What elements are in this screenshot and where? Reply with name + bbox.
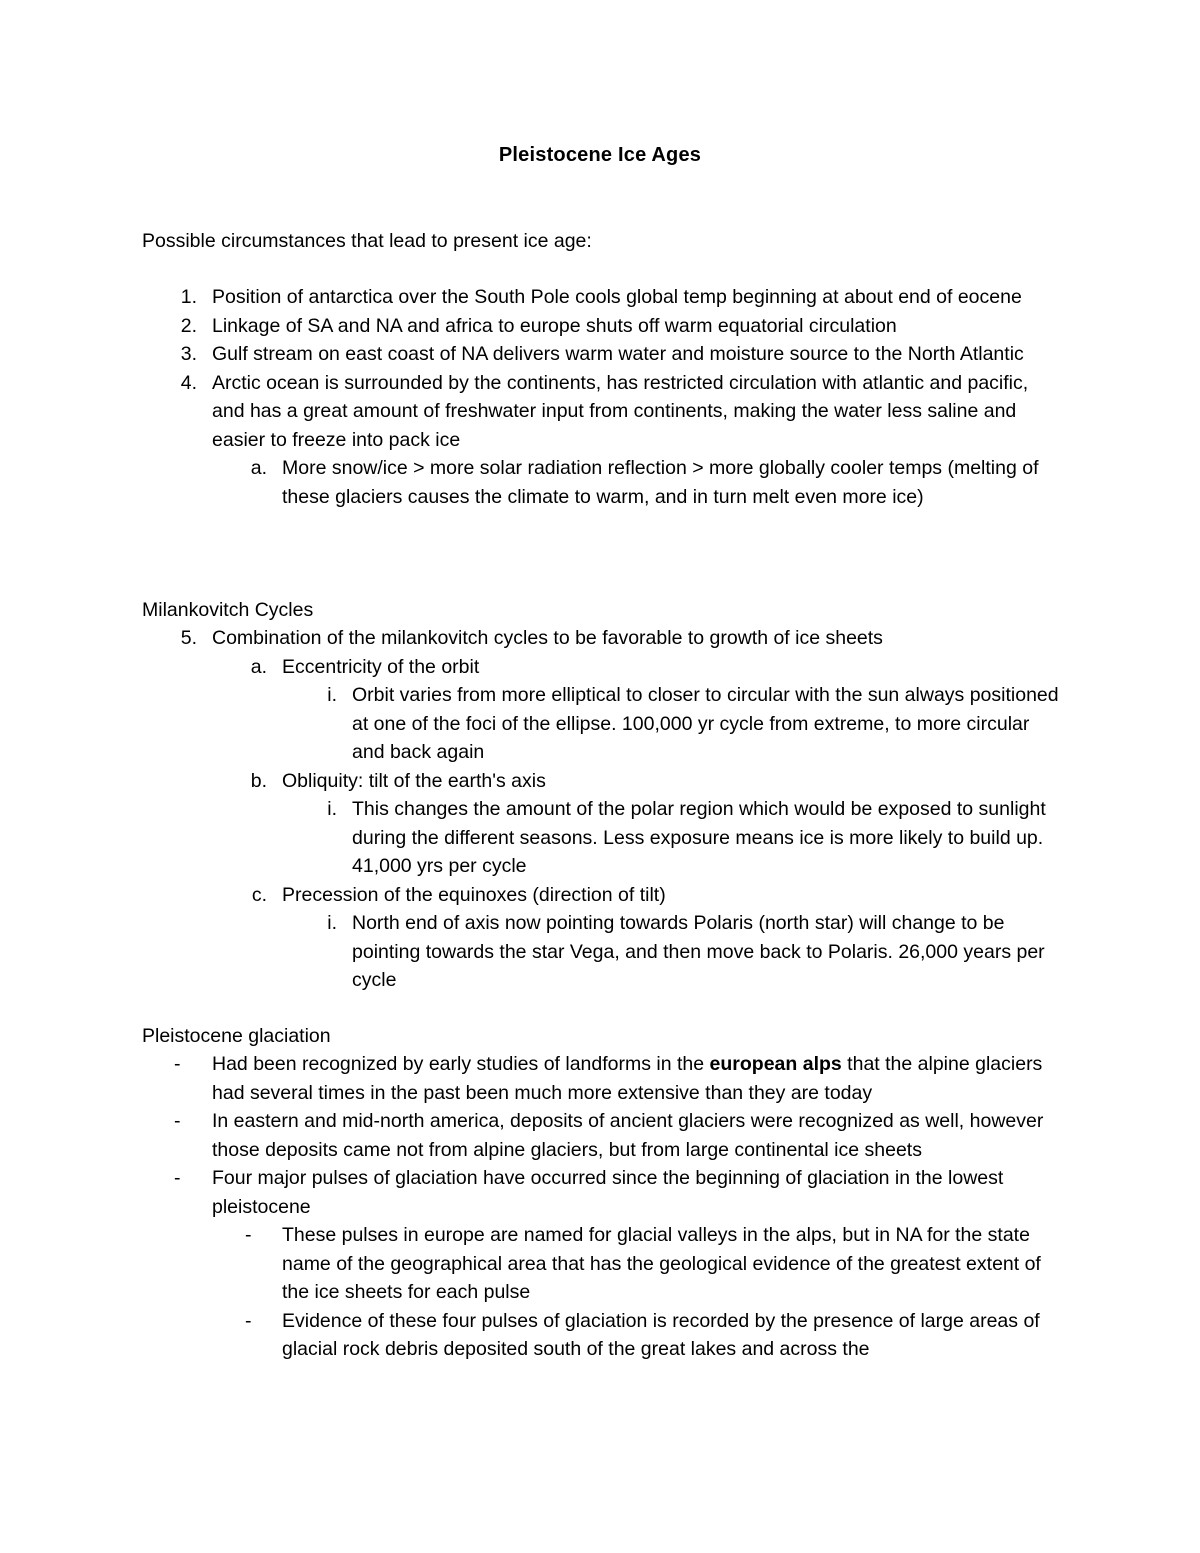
- list-marker: b.: [250, 769, 267, 792]
- bullet-marker: -: [174, 1110, 181, 1132]
- bullet-marker: -: [245, 1309, 252, 1332]
- list-item-4a: [142, 454, 1062, 511]
- list-marker: i.: [327, 684, 337, 706]
- list-item-text: Obliquity: tilt of the earth's axis: [282, 769, 546, 792]
- bullet-item-2: [142, 1107, 1062, 1164]
- glaciation-heading: Pleistocene glaciation: [142, 1025, 331, 1047]
- bullet-marker: -: [174, 1053, 181, 1075]
- bullet1-text-after: that the alpine glaciers had several times in the past been much more extensive than they are today: [212, 1053, 1043, 1104]
- bullet1-text-before: Had been recognized by early studies of landforms in the: [212, 1053, 710, 1075]
- list-marker: 5.: [180, 627, 197, 649]
- list-item-text: [212, 1050, 1062, 1107]
- list-marker: 3.: [180, 343, 197, 365]
- list-item-5b: [142, 767, 1062, 796]
- list-item-text: Precession of the equinoxes (direction of tilt): [282, 883, 666, 906]
- list-item-1: [142, 283, 1062, 312]
- list-marker: 2.: [180, 314, 197, 337]
- list-marker: c.: [251, 883, 267, 906]
- bullet1-text-bold: european alps: [709, 1053, 842, 1075]
- bullet-item-3b: [142, 1307, 1062, 1364]
- bullet-item-1: [142, 1050, 1062, 1107]
- numbered-list: [142, 283, 1062, 511]
- list-marker: 4.: [180, 371, 197, 394]
- list-marker: a.: [250, 457, 267, 479]
- list-item-2: [142, 312, 1062, 341]
- intro-text: Possible circumstances that lead to present ice age:: [142, 230, 592, 252]
- list-item-text: Orbit varies from more elliptical to closer to circular with the sun always positioned at one of the foci of the ellipse. 100,000 yr cycle from extreme, to more circular and back again: [352, 684, 1059, 763]
- list-marker: i.: [327, 912, 337, 934]
- list-item-text: In eastern and mid-north america, deposits of ancient glaciers were recognized as well, however those deposits came not from alpine glaciers, but from large continental ice sheets: [212, 1110, 1044, 1161]
- list-item-text: Arctic ocean is surrounded by the continents, has restricted circulation with atlantic and pacific, and has a great amount of freshwater input from continents, making the water less saline and easier to freeze into pack ice: [212, 371, 1029, 451]
- list-item-3: [142, 340, 1062, 369]
- list-item-5c: [142, 881, 1062, 910]
- list-item-4: [142, 369, 1062, 455]
- list-item-text: Linkage of SA and NA and africa to europe shuts off warm equatorial circulation: [212, 314, 897, 337]
- list-item-5ai: [142, 681, 1062, 767]
- list-item-5: [142, 624, 1062, 653]
- list-item-text: These pulses in europe are named for glacial valleys in the alps, but in NA for the state name of the geographical area that has the geological evidence of the greatest extent of the ice sheets for each pulse: [282, 1224, 1041, 1303]
- list-item-text: Gulf stream on east coast of NA delivers warm water and moisture source to the North Atlantic: [212, 343, 1024, 365]
- list-marker: a.: [250, 655, 267, 678]
- list-item-text: Eccentricity of the orbit: [282, 655, 480, 678]
- list-item-5bi: [142, 795, 1062, 881]
- list-item-text: This changes the amount of the polar region which would be exposed to sunlight during the different seasons. Less exposure means ice is more likely to build up. 41,000 yrs per cycle: [352, 798, 1046, 877]
- list-item-text: North end of axis now pointing towards Polaris (north star) will change to be pointing towards the star Vega, and then move back to Polaris. 26,000 years per cycle: [352, 912, 1045, 991]
- milankovitch-heading: Milankovitch Cycles: [142, 599, 314, 621]
- list-item-5a: [142, 653, 1062, 682]
- bullet-item-3a: [142, 1221, 1062, 1307]
- document-title: Pleistocene Ice Ages: [498, 144, 702, 166]
- list-item-text: Position of antarctica over the South Pole cools global temp beginning at about end of eocene: [212, 286, 1022, 308]
- milankovitch-list: [142, 624, 1062, 995]
- list-item-5ci: [142, 909, 1062, 995]
- bullet-marker: -: [174, 1167, 181, 1189]
- list-marker: i.: [327, 798, 337, 820]
- list-marker: 1.: [180, 286, 197, 308]
- bullet-item-3: [142, 1164, 1062, 1221]
- list-item-text: Four major pulses of glaciation have occurred since the beginning of glaciation in the lowest pleistocene: [212, 1167, 1004, 1218]
- bullet-marker: -: [245, 1224, 252, 1246]
- list-item-text: More snow/ice > more solar radiation reflection > more globally cooler temps (melting of these glaciers causes the climate to warm, and in turn melt even more ice): [282, 457, 1039, 508]
- glaciation-list: [142, 1050, 1062, 1364]
- list-item-text: Combination of the milankovitch cycles to be favorable to growth of ice sheets: [212, 627, 883, 649]
- list-item-text: Evidence of these four pulses of glaciation is recorded by the presence of large areas of glacial rock debris deposited south of the great lakes and across the: [282, 1309, 1040, 1360]
